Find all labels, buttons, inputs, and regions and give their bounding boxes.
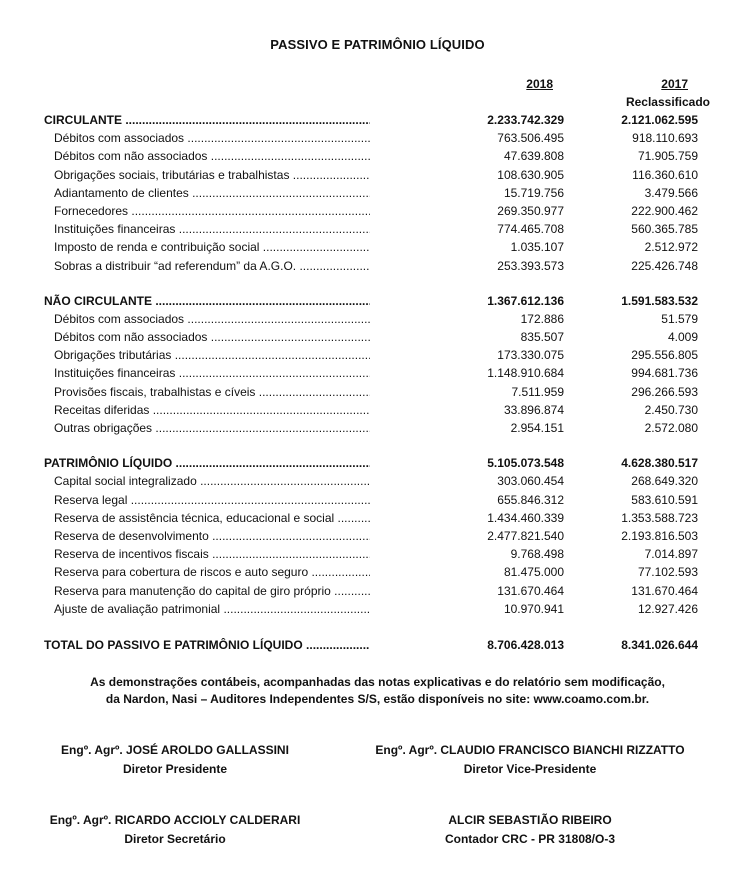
table-row bbox=[44, 509, 704, 527]
signature-name: ALCIR SEBASTIÃO RIBEIRO bbox=[448, 813, 612, 827]
table-row bbox=[44, 636, 704, 654]
table-row bbox=[44, 257, 704, 275]
row-label: Adiantamento de clientes ..... bbox=[54, 184, 370, 202]
value-2018: 8.706.428.013 bbox=[487, 637, 564, 652]
value-2017: 71.905.759 bbox=[637, 149, 698, 164]
table-row bbox=[44, 220, 704, 238]
table-row bbox=[44, 292, 704, 310]
row-label: Ajuste de avaliação patrimonial ..... bbox=[54, 600, 370, 618]
signature-president bbox=[30, 741, 320, 779]
value-2017: 295.556.805 bbox=[631, 348, 698, 363]
row-label: CIRCULANTE ..... bbox=[44, 111, 370, 129]
value-2018: 303.060.454 bbox=[497, 474, 564, 489]
value-2018: 2.233.742.329 bbox=[487, 113, 564, 127]
disclosure-note-line-2: da Nardon, Nasi – Auditores Independentes S/S, estão disponíveis no site: www.coamo.com.br. bbox=[105, 692, 650, 706]
row-label: Obrigações sociais, tributárias e trabalhistas ..... bbox=[54, 166, 370, 184]
value-2017: 2.193.816.503 bbox=[621, 528, 698, 543]
column-header-2018: 2018 bbox=[526, 77, 553, 91]
value-2018: 9.768.498 bbox=[510, 547, 564, 562]
value-2017: 2.450.730 bbox=[644, 402, 698, 417]
value-2018: 1.035.107 bbox=[510, 240, 564, 255]
value-2017: 77.102.593 bbox=[637, 565, 698, 580]
row-label: Reserva para manutenção do capital de giro próprio ..... bbox=[54, 582, 370, 600]
signature-role: Diretor Presidente bbox=[122, 762, 228, 776]
value-2018: 269.350.977 bbox=[497, 203, 564, 218]
value-2018: 108.630.905 bbox=[497, 167, 564, 182]
column-header-2017: 2017 bbox=[661, 77, 688, 91]
value-2017: 994.681.736 bbox=[631, 366, 698, 381]
row-label: Débitos com não associados ..... bbox=[54, 147, 370, 165]
row-label: Outras obrigações ..... bbox=[54, 419, 370, 437]
signature-name: Engº. Agrº. CLAUDIO FRANCISCO BIANCHI RIZZATTO bbox=[375, 743, 685, 757]
value-2018: 1.367.612.136 bbox=[487, 293, 564, 308]
value-2017: 225.426.748 bbox=[631, 258, 698, 273]
table-row bbox=[44, 328, 704, 346]
row-label: Fornecedores ..... bbox=[54, 202, 370, 220]
table-row bbox=[44, 527, 704, 545]
value-2017: 4.009 bbox=[667, 330, 698, 345]
row-label: Receitas diferidas ..... bbox=[54, 401, 370, 419]
table-row bbox=[44, 184, 704, 202]
disclosure-note-line-1: As demonstrações contábeis, acompanhadas das notas explicativas e do relatório sem modificação, bbox=[90, 675, 665, 689]
value-2018: 763.506.495 bbox=[497, 131, 564, 146]
row-label: Reserva de assistência técnica, educacional e social ..... bbox=[54, 509, 370, 527]
value-2018: 131.670.464 bbox=[497, 583, 564, 598]
row-label: Imposto de renda e contribuição social ..... bbox=[54, 238, 370, 256]
value-2018: 172.886 bbox=[520, 311, 564, 326]
table-row bbox=[44, 545, 704, 563]
table-row bbox=[44, 401, 704, 419]
value-2017: 3.479.566 bbox=[644, 185, 698, 200]
signature-name: Engº. Agrº. JOSÉ AROLDO GALLASSINI bbox=[61, 743, 289, 757]
table-row bbox=[44, 383, 704, 401]
value-2018: 81.475.000 bbox=[503, 565, 564, 580]
row-label: Débitos com associados ..... bbox=[54, 310, 370, 328]
row-label: Instituições financeiras ..... bbox=[54, 364, 370, 382]
value-2018: 2.477.821.540 bbox=[487, 528, 564, 543]
value-2018: 173.330.075 bbox=[497, 348, 564, 363]
value-2017: 12.927.426 bbox=[637, 601, 698, 616]
row-label: Capital social integralizado ..... bbox=[54, 472, 370, 490]
value-2017: 131.670.464 bbox=[631, 583, 698, 598]
table-row bbox=[44, 346, 704, 364]
value-2017: 1.591.583.532 bbox=[621, 293, 698, 308]
value-2018: 33.896.874 bbox=[503, 402, 564, 417]
row-label: Obrigações tributárias ..... bbox=[54, 346, 370, 364]
value-2017: 918.110.693 bbox=[632, 131, 698, 146]
value-2018: 47.639.808 bbox=[503, 149, 564, 164]
table-row bbox=[44, 238, 704, 256]
value-2018: 5.105.073.548 bbox=[487, 456, 564, 471]
table-row bbox=[44, 419, 704, 437]
row-label: Reserva de desenvolvimento ..... bbox=[54, 527, 370, 545]
row-label: Reserva de incentivos fiscais ..... bbox=[54, 545, 370, 563]
value-2017: 268.649.320 bbox=[631, 474, 698, 489]
table-row bbox=[44, 600, 704, 618]
row-label: Reserva legal ..... bbox=[54, 491, 370, 509]
table-row bbox=[44, 147, 704, 165]
table-row bbox=[44, 582, 704, 600]
row-label: Provisões fiscais, trabalhistas e cíveis ..... bbox=[54, 383, 370, 401]
signature-secretary bbox=[30, 811, 320, 849]
value-2017: 51.579 bbox=[661, 311, 698, 326]
signature-role: Diretor Vice-Presidente bbox=[463, 762, 597, 776]
table-row bbox=[44, 111, 704, 129]
row-label: TOTAL DO PASSIVO E PATRIMÔNIO LÍQUIDO ..... bbox=[44, 636, 370, 654]
row-label: Instituições financeiras ..... bbox=[54, 220, 370, 238]
table-row bbox=[44, 454, 704, 472]
value-2017: 2.121.062.595 bbox=[621, 113, 698, 127]
table-row bbox=[44, 202, 704, 220]
signature-name: Engº. Agrº. RICARDO ACCIOLY CALDERARI bbox=[49, 813, 301, 827]
value-2018: 835.507 bbox=[520, 330, 564, 345]
value-2018: 655.846.312 bbox=[497, 492, 564, 507]
value-2017: 583.610.591 bbox=[631, 492, 698, 507]
row-label: Reserva para cobertura de riscos e auto seguro ..... bbox=[54, 563, 370, 581]
value-2018: 10.970.941 bbox=[503, 601, 564, 616]
signature-vice-president bbox=[330, 741, 730, 779]
table-row bbox=[44, 364, 704, 382]
value-2018: 253.393.573 bbox=[497, 258, 564, 273]
table-row bbox=[44, 472, 704, 490]
value-2017: 2.512.972 bbox=[644, 240, 698, 255]
value-2018: 15.719.756 bbox=[503, 185, 564, 200]
table-row bbox=[44, 310, 704, 328]
value-2017: 2.572.080 bbox=[644, 421, 698, 435]
value-2018: 2.954.151 bbox=[510, 421, 564, 435]
disclosure-note bbox=[0, 674, 755, 708]
row-label: NÃO CIRCULANTE ..... bbox=[44, 292, 370, 310]
value-2017: 116.360.610 bbox=[632, 167, 698, 182]
row-label: Débitos com associados ..... bbox=[54, 129, 370, 147]
page-title: PASSIVO E PATRIMÔNIO LÍQUIDO bbox=[270, 37, 485, 52]
table-row bbox=[44, 563, 704, 581]
row-label: Débitos com não associados ..... bbox=[54, 328, 370, 346]
column-header-2017-note: Reclassificado bbox=[625, 95, 710, 109]
row-label: PATRIMÔNIO LÍQUIDO ..... bbox=[44, 454, 370, 472]
value-2017: 8.341.026.644 bbox=[621, 637, 698, 652]
table-row bbox=[44, 129, 704, 147]
table-row bbox=[44, 491, 704, 509]
value-2017: 222.900.462 bbox=[631, 203, 698, 218]
row-label: Sobras a distribuir “ad referendum” da A.G.O. ..... bbox=[54, 257, 370, 275]
signature-accountant bbox=[380, 811, 680, 849]
value-2017: 4.628.380.517 bbox=[621, 456, 698, 471]
value-2018: 7.511.959 bbox=[511, 384, 564, 399]
signature-role: Contador CRC - PR 31808/O-3 bbox=[444, 832, 616, 846]
value-2017: 560.365.785 bbox=[631, 222, 698, 237]
balance-sheet-table bbox=[44, 111, 704, 654]
signature-role: Diretor Secretário bbox=[124, 832, 226, 846]
value-2017: 1.353.588.723 bbox=[621, 510, 698, 525]
value-2018: 1.434.460.339 bbox=[487, 510, 564, 525]
table-row bbox=[44, 166, 704, 184]
value-2018: 1.148.910.684 bbox=[487, 366, 564, 381]
value-2018: 774.465.708 bbox=[497, 222, 564, 237]
value-2017: 7.014.897 bbox=[644, 547, 698, 562]
value-2017: 296.266.593 bbox=[631, 384, 698, 399]
